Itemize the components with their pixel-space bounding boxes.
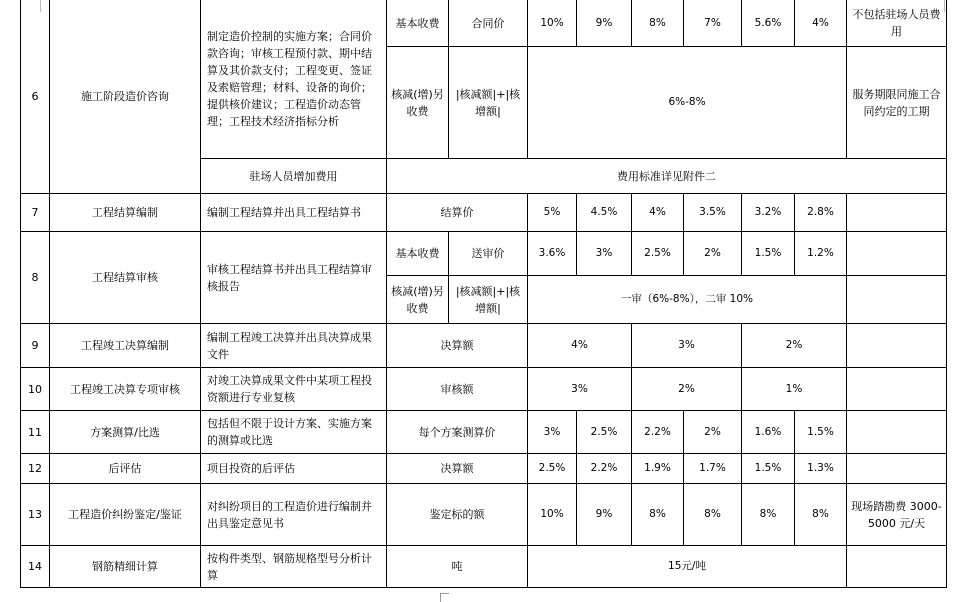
table-row	[21, 454, 947, 484]
rate-cell: 8%	[795, 484, 847, 546]
row-number: 10	[21, 368, 50, 411]
fee-base: 结算价	[387, 194, 528, 232]
page-margin-mark	[40, 0, 41, 12]
rate-cell: 9%	[577, 484, 632, 546]
remark-cell	[847, 276, 947, 324]
fee-type-label: 核减(增)另收费	[387, 276, 449, 324]
rate-cell: 2%	[684, 232, 742, 276]
rate-cell: 2%	[742, 324, 847, 368]
rate-cell: 1.6%	[742, 411, 795, 454]
service-description: 项目投资的后评估	[201, 454, 387, 484]
rate-cell: 1.5%	[795, 411, 847, 454]
rate-cell: 5%	[528, 194, 577, 232]
fee-type-label: 基本收费	[387, 0, 449, 47]
rate-cell: 1.2%	[795, 232, 847, 276]
fee-base: 决算额	[387, 324, 528, 368]
row-number: 14	[21, 546, 50, 588]
rate-cell: 3.5%	[684, 194, 742, 232]
rate-cell: 3%	[577, 232, 632, 276]
rate-cell: 2%	[632, 368, 742, 411]
remark-cell	[847, 368, 947, 411]
row-number: 8	[21, 232, 50, 324]
remark-cell	[847, 454, 947, 484]
table-row	[21, 194, 947, 232]
fee-type-label: 核减(增)另收费	[387, 47, 449, 159]
table-row	[21, 411, 947, 454]
fee-standard-table	[20, 0, 947, 588]
row-number: 11	[21, 411, 50, 454]
remark-cell	[847, 232, 947, 276]
rate-cell: 7%	[684, 0, 742, 47]
table-row	[21, 546, 947, 588]
row-number: 6	[21, 0, 50, 194]
row-number: 7	[21, 194, 50, 232]
service-description: 包括但不限于设计方案、实施方案的测算或比选	[201, 411, 387, 454]
rate-cell: 6%-8%	[528, 47, 847, 159]
table-row	[21, 368, 947, 411]
service-description: 审核工程结算书并出具工程结算审核报告	[201, 232, 387, 324]
service-description: 编制工程竣工决算并出具决算成果文件	[201, 324, 387, 368]
service-name: 工程结算审核	[50, 232, 201, 324]
service-name: 工程造价纠纷鉴定/鉴证	[50, 484, 201, 546]
remark-cell: 现场踏勘费 3000-5000 元/天	[847, 484, 947, 546]
rate-cell: 8%	[742, 484, 795, 546]
rate-cell: 3.2%	[742, 194, 795, 232]
fee-base: |核减额|+|核增额|	[449, 276, 528, 324]
table-row	[21, 324, 947, 368]
fee-base: 送审价	[449, 232, 528, 276]
rate-cell: 1.3%	[795, 454, 847, 484]
rate-cell: 5.6%	[742, 0, 795, 47]
rate-cell: 4.5%	[577, 194, 632, 232]
rate-cell: 2.2%	[577, 454, 632, 484]
page-margin-mark	[944, 0, 945, 12]
rate-cell: 3%	[528, 368, 632, 411]
rate-cell: 一审（6%-8%），二审 10%	[528, 276, 847, 324]
service-description: 按构件类型、钢筋规格型号分析计算	[201, 546, 387, 588]
row-number: 13	[21, 484, 50, 546]
rate-cell: 2.5%	[528, 454, 577, 484]
row-number: 9	[21, 324, 50, 368]
service-name: 工程结算编制	[50, 194, 201, 232]
rate-cell: 1.9%	[632, 454, 684, 484]
remark-cell: 服务期限同施工合同约定的工期	[847, 47, 947, 159]
service-name: 方案测算/比选	[50, 411, 201, 454]
fee-base: 每个方案测算价	[387, 411, 528, 454]
rate-cell: 15元/吨	[528, 546, 847, 588]
remark-cell	[847, 194, 947, 232]
remark-cell	[847, 411, 947, 454]
fee-base: 决算额	[387, 454, 528, 484]
rate-cell: 2.8%	[795, 194, 847, 232]
fee-base: 吨	[387, 546, 528, 588]
rate-cell: 2%	[684, 411, 742, 454]
fee-base: 审核额	[387, 368, 528, 411]
table-row	[21, 232, 947, 276]
rate-cell: 1.7%	[684, 454, 742, 484]
rate-cell: 1%	[742, 368, 847, 411]
fee-type-label: 基本收费	[387, 232, 449, 276]
rate-cell: 10%	[528, 484, 577, 546]
service-name: 工程竣工决算专项审核	[50, 368, 201, 411]
rate-cell: 3.6%	[528, 232, 577, 276]
table-row	[21, 0, 947, 47]
service-description: 编制工程结算并出具工程结算书	[201, 194, 387, 232]
rate-cell: 1.5%	[742, 232, 795, 276]
fee-base: |核减额|+|核增额|	[449, 47, 528, 159]
resident-fee-value: 费用标准详见附件二	[387, 159, 947, 194]
rate-cell: 1.5%	[742, 454, 795, 484]
rate-cell: 4%	[528, 324, 632, 368]
remark-cell	[847, 546, 947, 588]
rate-cell: 4%	[632, 194, 684, 232]
rate-cell: 3%	[528, 411, 577, 454]
service-description: 制定造价控制的实施方案；合同价款咨询；审核工程预付款、期中结算及其价款支付；工程变更、签证及索赔管理；材料、设备的询价；提供核价建议；工程造价动态管理；工程技术经济指标分析	[201, 0, 387, 159]
service-name: 施工阶段造价咨询	[50, 0, 201, 194]
rate-cell: 10%	[528, 0, 577, 47]
service-description: 对竣工决算成果文件中某项工程投资额进行专业复核	[201, 368, 387, 411]
rate-cell: 8%	[632, 484, 684, 546]
table-row	[21, 484, 947, 546]
remark-cell: 不包括驻场人员费用	[847, 0, 947, 47]
rate-cell: 2.5%	[577, 411, 632, 454]
service-name: 工程竣工决算编制	[50, 324, 201, 368]
rate-cell: 2.2%	[632, 411, 684, 454]
rate-cell: 2.5%	[632, 232, 684, 276]
service-description: 对纠纷项目的工程造价进行编制并出具鉴定意见书	[201, 484, 387, 546]
service-name: 后评估	[50, 454, 201, 484]
remark-cell	[847, 324, 947, 368]
fee-base: 合同价	[449, 0, 528, 47]
rate-cell: 4%	[795, 0, 847, 47]
resident-fee-label: 驻场人员增加费用	[201, 159, 387, 194]
rate-cell: 9%	[577, 0, 632, 47]
rate-cell: 3%	[632, 324, 742, 368]
rate-cell: 8%	[632, 0, 684, 47]
rate-cell: 8%	[684, 484, 742, 546]
service-name: 钢筋精细计算	[50, 546, 201, 588]
row-number: 12	[21, 454, 50, 484]
fee-base: 鉴定标的额	[387, 484, 528, 546]
